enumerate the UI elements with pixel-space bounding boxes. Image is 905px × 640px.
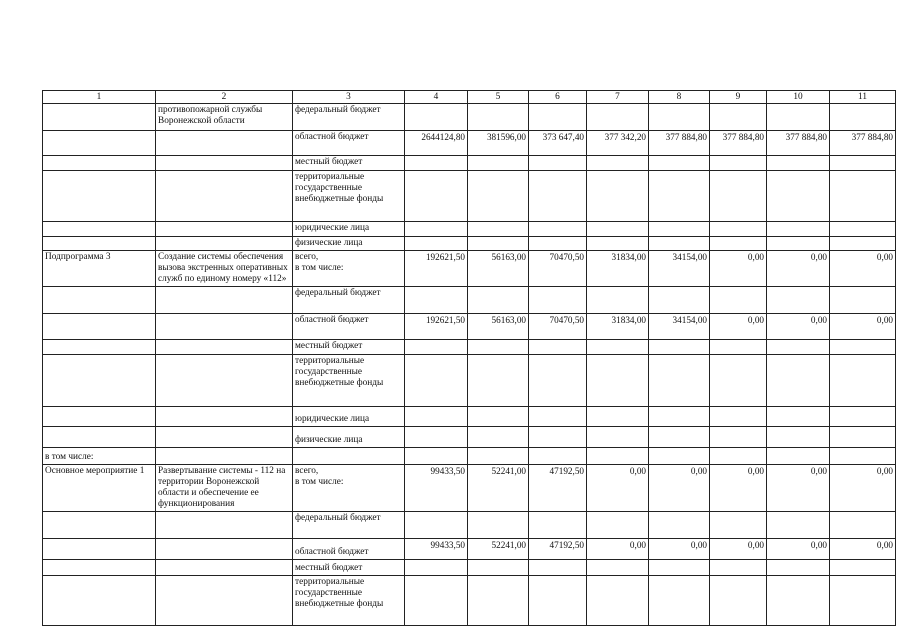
row-label-cell <box>43 171 156 222</box>
value-cell <box>710 287 767 314</box>
value-cell: 99433,50 <box>405 465 468 512</box>
value-cell: 0,00 <box>587 539 649 560</box>
value-cell: 0,00 <box>767 251 830 287</box>
row-description-cell <box>156 287 293 314</box>
value-cell: 0,00 <box>710 314 767 340</box>
table-row <box>43 171 896 222</box>
value-cell <box>767 156 830 171</box>
value-cell <box>767 104 830 131</box>
value-cell: 52241,00 <box>468 465 529 512</box>
value-cell: 381596,00 <box>468 131 529 156</box>
value-cell <box>529 560 587 576</box>
value-cell <box>529 171 587 222</box>
value-cell: 0,00 <box>830 539 896 560</box>
value-cell <box>830 560 896 576</box>
table-row <box>43 340 896 355</box>
table-row <box>43 131 896 156</box>
value-cell <box>710 237 767 251</box>
value-cell: 99433,50 <box>405 539 468 560</box>
funding-source-cell: федеральный бюджет <box>293 512 405 539</box>
row-label-cell: Подпрограмма 3 <box>43 251 156 287</box>
value-cell <box>587 156 649 171</box>
row-label-cell <box>43 237 156 251</box>
value-cell <box>649 287 710 314</box>
value-cell <box>529 104 587 131</box>
table-row <box>43 222 896 237</box>
value-cell <box>405 407 468 427</box>
value-cell <box>767 237 830 251</box>
value-cell <box>830 407 896 427</box>
value-cell: 31834,00 <box>587 314 649 340</box>
value-cell <box>710 448 767 465</box>
value-cell <box>529 237 587 251</box>
row-label-cell <box>43 407 156 427</box>
row-description-cell <box>156 427 293 448</box>
value-cell <box>710 171 767 222</box>
value-cell <box>529 287 587 314</box>
value-cell <box>710 222 767 237</box>
funding-source-cell: местный бюджет <box>293 156 405 171</box>
value-cell <box>587 104 649 131</box>
value-cell: 0,00 <box>830 251 896 287</box>
value-cell: 192621,50 <box>405 251 468 287</box>
row-label-cell <box>43 560 156 576</box>
funding-source-cell: федеральный бюджет <box>293 287 405 314</box>
value-cell <box>587 355 649 407</box>
value-cell: 0,00 <box>830 314 896 340</box>
col-header: 5 <box>468 91 529 104</box>
value-cell <box>587 171 649 222</box>
row-label-cell <box>43 287 156 314</box>
value-cell <box>468 512 529 539</box>
value-cell <box>830 340 896 355</box>
value-cell: 377 884,80 <box>830 131 896 156</box>
value-cell <box>649 407 710 427</box>
value-cell: 0,00 <box>649 465 710 512</box>
value-cell <box>710 355 767 407</box>
funding-source-cell: областной бюджет <box>293 131 405 156</box>
funding-source-cell: территориальные государственные внебюджетные фонды <box>293 171 405 222</box>
row-description-cell <box>156 539 293 560</box>
value-cell: 47192,50 <box>529 539 587 560</box>
funding-source-cell: областной бюджет <box>293 539 405 560</box>
table-row <box>43 314 896 340</box>
value-cell <box>649 560 710 576</box>
value-cell <box>405 512 468 539</box>
value-cell <box>405 222 468 237</box>
value-cell <box>468 576 529 626</box>
value-cell <box>587 560 649 576</box>
row-description-cell <box>156 448 293 465</box>
value-cell <box>767 512 830 539</box>
table-row <box>43 539 896 560</box>
col-header: 4 <box>405 91 468 104</box>
value-cell <box>587 222 649 237</box>
value-cell <box>587 448 649 465</box>
value-cell <box>529 427 587 448</box>
row-description-cell <box>156 131 293 156</box>
funding-source-cell: физические лица <box>293 427 405 448</box>
table-row <box>43 512 896 539</box>
value-cell: 70470,50 <box>529 314 587 340</box>
value-cell <box>468 407 529 427</box>
col-header: 3 <box>293 91 405 104</box>
col-header: 2 <box>156 91 293 104</box>
row-label-cell <box>43 539 156 560</box>
value-cell: 0,00 <box>767 465 830 512</box>
funding-source-cell: федеральный бюджет <box>293 104 405 131</box>
col-header: 1 <box>43 91 156 104</box>
value-cell <box>587 340 649 355</box>
funding-source-cell: физические лица <box>293 237 405 251</box>
table-row <box>43 448 896 465</box>
value-cell <box>649 512 710 539</box>
value-cell <box>767 448 830 465</box>
value-cell <box>767 427 830 448</box>
col-header: 10 <box>767 91 830 104</box>
value-cell <box>405 287 468 314</box>
row-description-cell <box>156 355 293 407</box>
value-cell <box>405 156 468 171</box>
value-cell <box>529 448 587 465</box>
value-cell <box>767 222 830 237</box>
value-cell <box>649 237 710 251</box>
row-description-cell <box>156 222 293 237</box>
value-cell: 47192,50 <box>529 465 587 512</box>
table-row <box>43 576 896 626</box>
value-cell <box>710 407 767 427</box>
row-description-cell <box>156 237 293 251</box>
funding-source-cell: территориальные государственные внебюджетные фонды <box>293 355 405 407</box>
value-cell <box>587 427 649 448</box>
value-cell <box>830 171 896 222</box>
funding-source-cell: местный бюджет <box>293 340 405 355</box>
value-cell: 31834,00 <box>587 251 649 287</box>
value-cell <box>710 104 767 131</box>
funding-source-cell: всего, в том числе: <box>293 251 405 287</box>
value-cell: 0,00 <box>649 539 710 560</box>
funding-source-cell: юридические лица <box>293 222 405 237</box>
value-cell <box>405 340 468 355</box>
row-label-cell <box>43 355 156 407</box>
value-cell <box>468 560 529 576</box>
row-label-cell <box>43 427 156 448</box>
value-cell <box>468 340 529 355</box>
value-cell: 0,00 <box>710 251 767 287</box>
value-cell <box>767 407 830 427</box>
value-cell: 56163,00 <box>468 314 529 340</box>
value-cell: 70470,50 <box>529 251 587 287</box>
value-cell: 377 342,20 <box>587 131 649 156</box>
value-cell <box>468 287 529 314</box>
value-cell <box>468 427 529 448</box>
value-cell <box>405 237 468 251</box>
table-row <box>43 104 896 131</box>
value-cell <box>468 222 529 237</box>
value-cell <box>587 237 649 251</box>
row-description-cell <box>156 407 293 427</box>
col-header: 6 <box>529 91 587 104</box>
table-row <box>43 355 896 407</box>
row-description-cell <box>156 314 293 340</box>
value-cell <box>710 156 767 171</box>
value-cell <box>767 355 830 407</box>
value-cell <box>710 340 767 355</box>
value-cell <box>649 448 710 465</box>
col-header: 9 <box>710 91 767 104</box>
value-cell: 0,00 <box>710 539 767 560</box>
value-cell <box>587 512 649 539</box>
col-header: 8 <box>649 91 710 104</box>
value-cell <box>529 355 587 407</box>
table-row <box>43 237 896 251</box>
value-cell <box>405 355 468 407</box>
row-label-cell <box>43 156 156 171</box>
value-cell <box>649 104 710 131</box>
value-cell: 377 884,80 <box>767 131 830 156</box>
value-cell <box>830 355 896 407</box>
value-cell <box>710 560 767 576</box>
row-description-cell <box>156 340 293 355</box>
value-cell <box>529 156 587 171</box>
row-label-cell <box>43 576 156 626</box>
value-cell <box>529 407 587 427</box>
value-cell <box>468 171 529 222</box>
value-cell: 0,00 <box>830 465 896 512</box>
value-cell <box>767 576 830 626</box>
value-cell <box>587 576 649 626</box>
value-cell: 34154,00 <box>649 314 710 340</box>
row-label-cell: в том числе: <box>43 448 156 465</box>
value-cell <box>767 287 830 314</box>
value-cell: 0,00 <box>767 539 830 560</box>
row-label-cell <box>43 512 156 539</box>
value-cell <box>405 560 468 576</box>
row-description-cell: Создание системы обеспечения вызова экстренных оперативных служб по единому номеру «112» <box>156 251 293 287</box>
funding-source-cell: территориальные государственные внебюджетные фонды <box>293 576 405 626</box>
funding-source-cell: областной бюджет <box>293 314 405 340</box>
value-cell <box>649 171 710 222</box>
value-cell: 0,00 <box>710 465 767 512</box>
value-cell <box>767 171 830 222</box>
value-cell <box>649 222 710 237</box>
row-description-cell <box>156 512 293 539</box>
value-cell <box>649 340 710 355</box>
table-row <box>43 156 896 171</box>
value-cell <box>468 355 529 407</box>
value-cell <box>830 287 896 314</box>
row-label-cell <box>43 222 156 237</box>
col-header: 7 <box>587 91 649 104</box>
row-description-cell <box>156 156 293 171</box>
value-cell <box>830 104 896 131</box>
value-cell: 2644124,80 <box>405 131 468 156</box>
value-cell <box>710 576 767 626</box>
funding-source-cell: местный бюджет <box>293 560 405 576</box>
value-cell <box>830 156 896 171</box>
value-cell: 373 647,40 <box>529 131 587 156</box>
row-label-cell <box>43 340 156 355</box>
row-description-cell <box>156 560 293 576</box>
value-cell <box>649 355 710 407</box>
value-cell <box>767 340 830 355</box>
value-cell <box>830 448 896 465</box>
value-cell <box>649 576 710 626</box>
value-cell: 192621,50 <box>405 314 468 340</box>
table-body <box>43 104 896 626</box>
row-label-cell <box>43 131 156 156</box>
value-cell: 377 884,80 <box>649 131 710 156</box>
value-cell <box>405 576 468 626</box>
value-cell <box>767 560 830 576</box>
value-cell <box>649 156 710 171</box>
table-row <box>43 407 896 427</box>
row-label-cell: Основное мероприятие 1 <box>43 465 156 512</box>
value-cell <box>468 448 529 465</box>
value-cell: 377 884,80 <box>710 131 767 156</box>
row-description-cell <box>156 171 293 222</box>
value-cell <box>529 576 587 626</box>
value-cell <box>405 104 468 131</box>
value-cell <box>830 222 896 237</box>
row-description-cell: Развертывание системы - 112 на территории Воронежской области и обеспечение ее функционирования <box>156 465 293 512</box>
value-cell: 52241,00 <box>468 539 529 560</box>
value-cell <box>830 427 896 448</box>
value-cell <box>405 171 468 222</box>
value-cell <box>468 237 529 251</box>
value-cell <box>529 340 587 355</box>
value-cell <box>587 407 649 427</box>
value-cell <box>468 104 529 131</box>
value-cell <box>529 512 587 539</box>
value-cell: 56163,00 <box>468 251 529 287</box>
funding-source-cell <box>293 448 405 465</box>
value-cell <box>405 427 468 448</box>
table-row <box>43 251 896 287</box>
row-label-cell <box>43 104 156 131</box>
value-cell: 0,00 <box>767 314 830 340</box>
value-cell <box>830 576 896 626</box>
table-row <box>43 427 896 448</box>
value-cell <box>710 512 767 539</box>
col-header: 11 <box>830 91 896 104</box>
row-description-cell: противопожарной службы Воронежской области <box>156 104 293 131</box>
value-cell <box>830 237 896 251</box>
table-row <box>43 287 896 314</box>
value-cell <box>468 156 529 171</box>
budget-table <box>42 90 896 626</box>
column-number-row <box>43 91 896 104</box>
value-cell <box>649 427 710 448</box>
funding-source-cell: юридические лица <box>293 407 405 427</box>
row-description-cell <box>156 576 293 626</box>
table-row <box>43 465 896 512</box>
value-cell <box>587 287 649 314</box>
row-label-cell <box>43 314 156 340</box>
value-cell: 0,00 <box>587 465 649 512</box>
value-cell <box>529 222 587 237</box>
value-cell <box>405 448 468 465</box>
value-cell <box>830 512 896 539</box>
table-row <box>43 560 896 576</box>
value-cell <box>710 427 767 448</box>
value-cell: 34154,00 <box>649 251 710 287</box>
funding-source-cell: всего, в том числе: <box>293 465 405 512</box>
